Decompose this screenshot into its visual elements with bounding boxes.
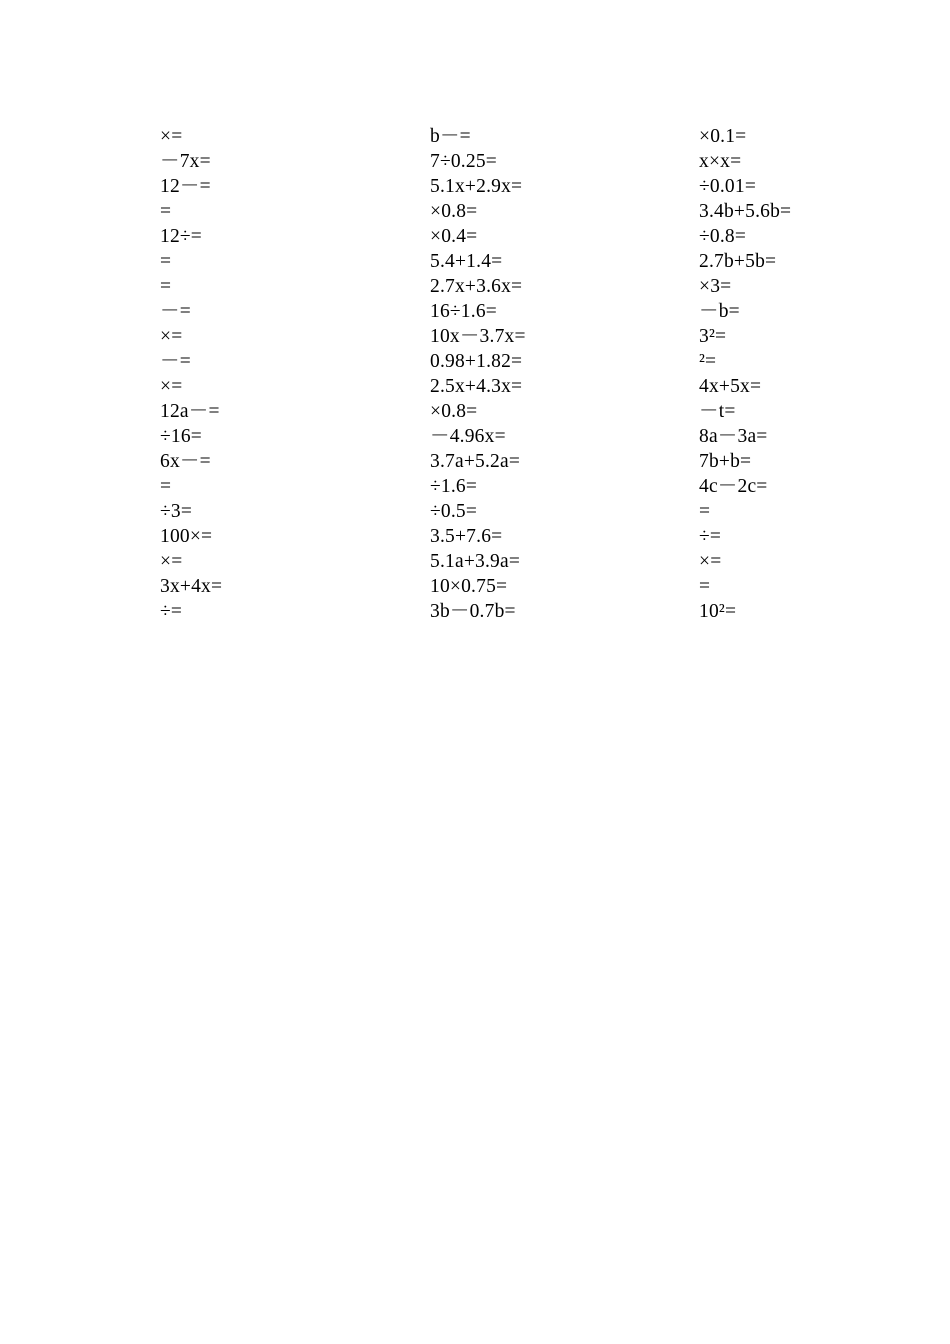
problem-item: ÷1.6= — [430, 476, 478, 497]
problem-item: = — [160, 476, 172, 497]
problem-item: 16÷1.6= — [430, 301, 497, 322]
problem-item: x×x= — [699, 151, 742, 172]
problem-item: 6x－= — [160, 451, 211, 472]
problem-item: 2.5x+4.3x= — [430, 376, 523, 397]
problem-item: ×= — [699, 551, 722, 572]
problem-item: 5.4+1.4= — [430, 251, 503, 272]
problem-item: = — [699, 576, 711, 597]
problem-item: ×= — [160, 376, 183, 397]
problem-item: 10²= — [699, 601, 737, 622]
problem-item: 2.7x+3.6x= — [430, 276, 523, 297]
problem-item: ÷0.5= — [430, 501, 478, 522]
problem-item: 7b+b= — [699, 451, 752, 472]
problem-item: 5.1x+2.9x= — [430, 176, 523, 197]
problem-item: ×3= — [699, 276, 732, 297]
problem-item: ²= — [699, 351, 717, 372]
problem-item: 3.5+7.6= — [430, 526, 503, 547]
problem-item: 3.4b+5.6b= — [699, 201, 792, 222]
problem-item: ÷16= — [160, 426, 202, 447]
problem-column-2 — [430, 124, 670, 624]
problem-item: 12－= — [160, 176, 211, 197]
problem-item: ×0.8= — [430, 201, 478, 222]
problem-item: 10×0.75= — [430, 576, 508, 597]
problem-item: 4c－2c= — [699, 476, 768, 497]
problem-item: －= — [160, 301, 191, 322]
problem-item: －= — [160, 351, 191, 372]
problem-item: －b= — [699, 301, 740, 322]
problem-item: －t= — [699, 401, 736, 422]
problem-item: = — [160, 251, 172, 272]
problem-item: 3.7a+5.2a= — [430, 451, 521, 472]
problem-item: = — [160, 201, 172, 222]
problem-item: b－= — [430, 126, 471, 147]
problem-item: ×= — [160, 551, 183, 572]
problem-item: = — [699, 501, 711, 522]
problem-item: 7÷0.25= — [430, 151, 497, 172]
problem-item: ÷= — [160, 601, 183, 622]
problem-item: ÷= — [699, 526, 722, 547]
problem-item: ×= — [160, 126, 183, 147]
problem-item: －4.96x= — [430, 426, 506, 447]
problem-item: = — [160, 276, 172, 297]
problem-column-1 — [160, 124, 400, 624]
problem-item: 3²= — [699, 326, 727, 347]
problem-item: ÷3= — [160, 501, 193, 522]
problem-item: ×= — [160, 326, 183, 347]
problem-item: ÷0.01= — [699, 176, 757, 197]
problem-item: 12a－= — [160, 401, 220, 422]
problem-item: ×0.4= — [430, 226, 478, 247]
problem-item: ÷0.8= — [699, 226, 747, 247]
problem-item: 3b－0.7b= — [430, 601, 516, 622]
problem-item: 12÷= — [160, 226, 202, 247]
problem-item: ×0.1= — [699, 126, 747, 147]
problem-item: 3x+4x= — [160, 576, 223, 597]
problem-item: 10x－3.7x= — [430, 326, 526, 347]
problem-item: 8a－3a= — [699, 426, 768, 447]
problem-item: 5.1a+3.9a= — [430, 551, 521, 572]
problem-column-3 — [699, 124, 939, 624]
problem-item: ×0.8= — [430, 401, 478, 422]
problem-item: 100×= — [160, 526, 213, 547]
problem-item: 2.7b+5b= — [699, 251, 777, 272]
problem-item: 4x+5x= — [699, 376, 762, 397]
problem-item: 0.98+1.82= — [430, 351, 523, 372]
problem-item: －7x= — [160, 151, 211, 172]
